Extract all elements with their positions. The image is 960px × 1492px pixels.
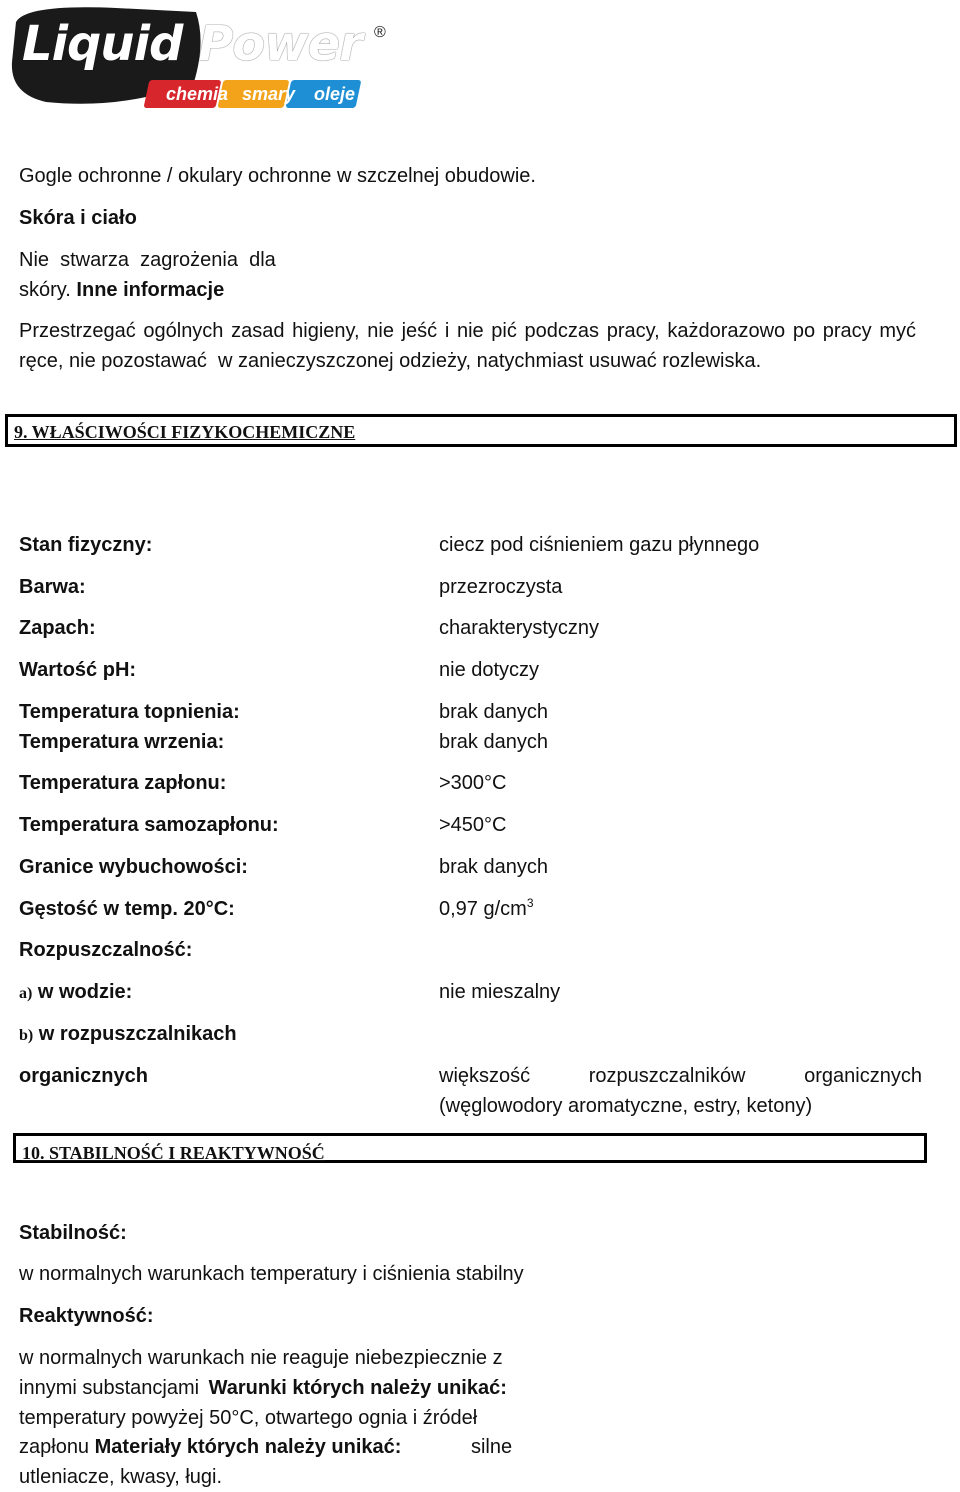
density-label: Gęstość w temp. 20°C: [19, 898, 235, 920]
density-value [439, 894, 534, 924]
solvent-solubility-label-1 [19, 1019, 237, 1051]
logo-tagline-oleje: oleje [314, 84, 356, 104]
solvents-label: w rozpuszczalnikach [38, 1023, 237, 1045]
avoid-materials-text: utleniacze, kwasy, ługi. [19, 1466, 223, 1488]
eye-protection-text: Gogle ochronne / okulary ochronne w szczelnej obudowie. [19, 165, 536, 187]
section-10-header [13, 1133, 927, 1163]
solvent-solubility-label-2: organicznych [19, 1065, 148, 1087]
avoid-conditions-heading: Warunki których należy unikać: [208, 1377, 507, 1399]
section-10-title: 10. STABILNOŚĆ I REAKTYWNOŚĆ [22, 1143, 325, 1163]
property-label: Stan fizyczny: [19, 534, 153, 556]
property-label: Zapach: [19, 617, 96, 639]
section-9-header [5, 414, 957, 447]
property-value: brak danych [439, 701, 548, 723]
water-solubility-value: nie mieszalny [439, 981, 561, 1003]
avoid-conditions-text: temperatury powyżej 50°C, otwartego ognia i źródeł [19, 1407, 478, 1429]
solubility-heading: Rozpuszczalność: [19, 939, 193, 961]
solvent-solubility-value: większość rozpuszczalników organicznych (węglowodory aromatyczne, estry, ketony) [439, 1065, 922, 1117]
skin-heading: Skóra i ciało [19, 207, 137, 229]
stability-heading: Stabilność: [19, 1222, 127, 1244]
property-label: Temperatura zapłonu: [19, 772, 227, 794]
logo-tagline-smary: smary [242, 84, 296, 104]
section-9-title: 9. WŁAŚCIWOŚCI FIZYKOCHEMICZNE [14, 422, 356, 442]
logo [6, 2, 391, 114]
property-label: Wartość pH: [19, 659, 137, 681]
logo-registered-mark: ® [374, 24, 386, 41]
property-value: brak danych [439, 856, 548, 878]
stability-text: w normalnych warunkach temperatury i ciśnienia stabilny [19, 1263, 524, 1285]
water-marker: a) [19, 985, 33, 1002]
property-label: Granice wybuchowości: [19, 856, 248, 878]
logo-brand-text: Liquid Power [22, 16, 362, 72]
reactivity-text-end: innymi substancjami [19, 1377, 200, 1399]
property-value: przezroczysta [439, 576, 563, 598]
solvents-marker: b) [19, 1027, 34, 1044]
avoid-materials-heading: Materiały których należy unikać: [94, 1436, 402, 1458]
avoid-conditions-text-end: zapłonu [19, 1436, 90, 1458]
density-number: 0,97 g/cm [439, 898, 527, 920]
property-value: ciecz pod ciśnieniem gazu płynnego [439, 534, 760, 556]
water-solubility-label [19, 977, 132, 1009]
skin-text-line-2 [19, 275, 224, 305]
other-info-heading: Inne informacje [76, 279, 225, 301]
property-value: nie dotyczy [439, 659, 540, 681]
property-value: >300°C [439, 772, 507, 794]
avoid-materials-line [19, 1432, 512, 1462]
other-info-text: Przestrzegać ogólnych zasad higieny, nie jeść i nie pić podczas pracy, każdorazowo po pracy myć ręce, nie pozostawać w zanieczyszczonej odzieży, natychmiast usuwać rozlewiska. [19, 320, 922, 372]
density-exponent: 3 [526, 896, 534, 910]
skin-text-line-1: Nie stwarza zagrożenia dla [19, 249, 276, 271]
property-value: charakterystyczny [439, 617, 600, 639]
water-label: w wodzie: [37, 981, 133, 1003]
reactivity-text-line-1: w normalnych warunkach nie reaguje niebezpiecznie z [19, 1347, 503, 1369]
logo-tagline-chemia: chemia [166, 84, 229, 104]
property-label: Temperatura topnienia: [19, 701, 240, 723]
property-label: Temperatura samozapłonu: [19, 814, 279, 836]
reactivity-heading: Reaktywność: [19, 1305, 154, 1327]
property-label: Barwa: [19, 576, 86, 598]
property-value: >450°C [439, 814, 507, 836]
property-value: brak danych [439, 731, 548, 753]
skin-text-end: skóry. [19, 279, 71, 301]
property-label: Temperatura wrzenia: [19, 731, 225, 753]
reactivity-text-line-2 [19, 1373, 507, 1403]
avoid-materials-text-start: silne [470, 1436, 513, 1458]
